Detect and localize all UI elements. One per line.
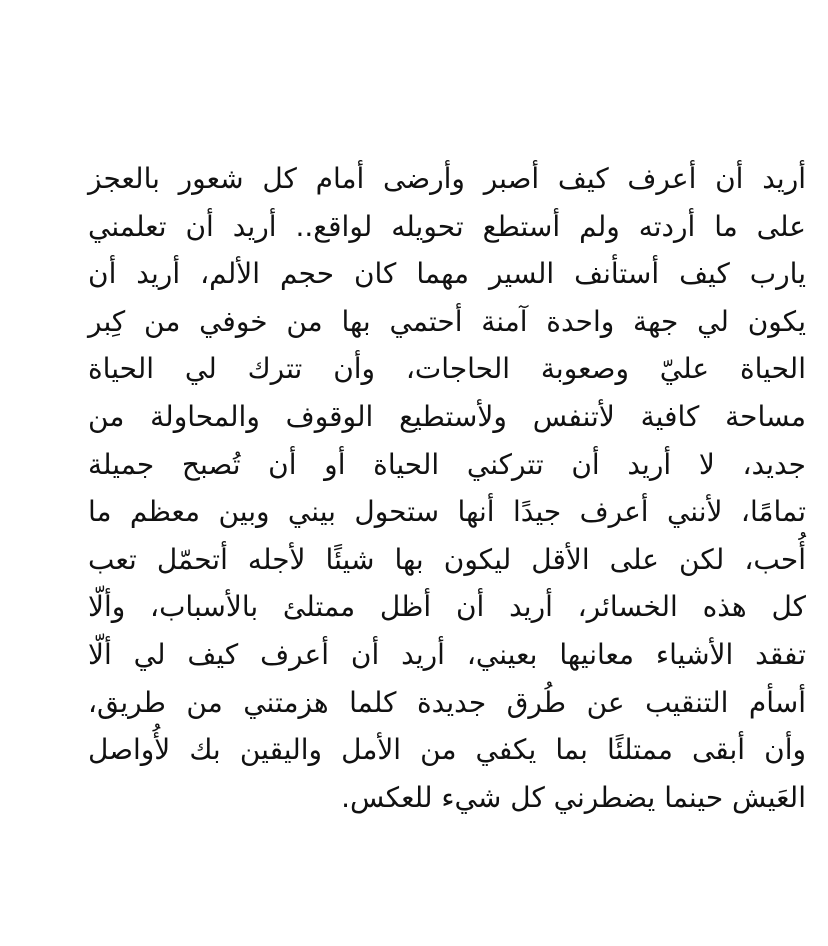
paragraph-line: أريد أن أعرف كيف أصبر وأرضى أمام كل شعور بالعجز (88, 162, 806, 195)
paragraph-line: وأن أبقى ممتلئًا بما يكفي من الأمل واليقين بك لأُواصل (88, 733, 806, 767)
paragraph-line: تفقد الأشياء معانيها بعيني، أريد أن أعرف كيف لي ألّا (88, 637, 806, 671)
arabic-paragraph (88, 155, 806, 821)
paragraph-line: تمامًا، لأنني أعرف جيدًا أنها ستحول بيني وبين معظم ما (88, 495, 806, 529)
paragraph-line: يكون لي جهة واحدة آمنة أحتمي بها من خوفي من كِبر (88, 304, 806, 338)
paragraph-line: أُحب، لكن على الأقل ليكون بها شيئًا لأجله أتحمّل تعب (88, 542, 806, 576)
paragraph-line: العَيش حينما يضطرني كل شيء للعكس. (341, 780, 806, 814)
paragraph-line: على ما أردته ولم أستطع تحويله لواقع.. أريد أن تعلمني (88, 209, 806, 243)
paragraph-line: جديد، لا أريد أن تتركني الحياة أو أن تُصبح جميلة (88, 447, 806, 481)
paragraph-line: كل هذه الخسائر، أريد أن أظل ممتلئ بالأسباب، وألّا (88, 590, 806, 624)
paragraph-line: أسأم التنقيب عن طُرق جديدة كلما هزمتني من طريق، (88, 685, 806, 719)
paragraph-line: مساحة كافية لأتنفس ولأستطيع الوقوف والمحاولة من (88, 399, 806, 433)
paragraph-line: يارب كيف أستأنف السير مهما كان حجم الألم، أريد أن (88, 257, 806, 291)
paragraph-line: الحياة عليّ وصعوبة الحاجات، وأن تترك لي الحياة (88, 352, 806, 386)
